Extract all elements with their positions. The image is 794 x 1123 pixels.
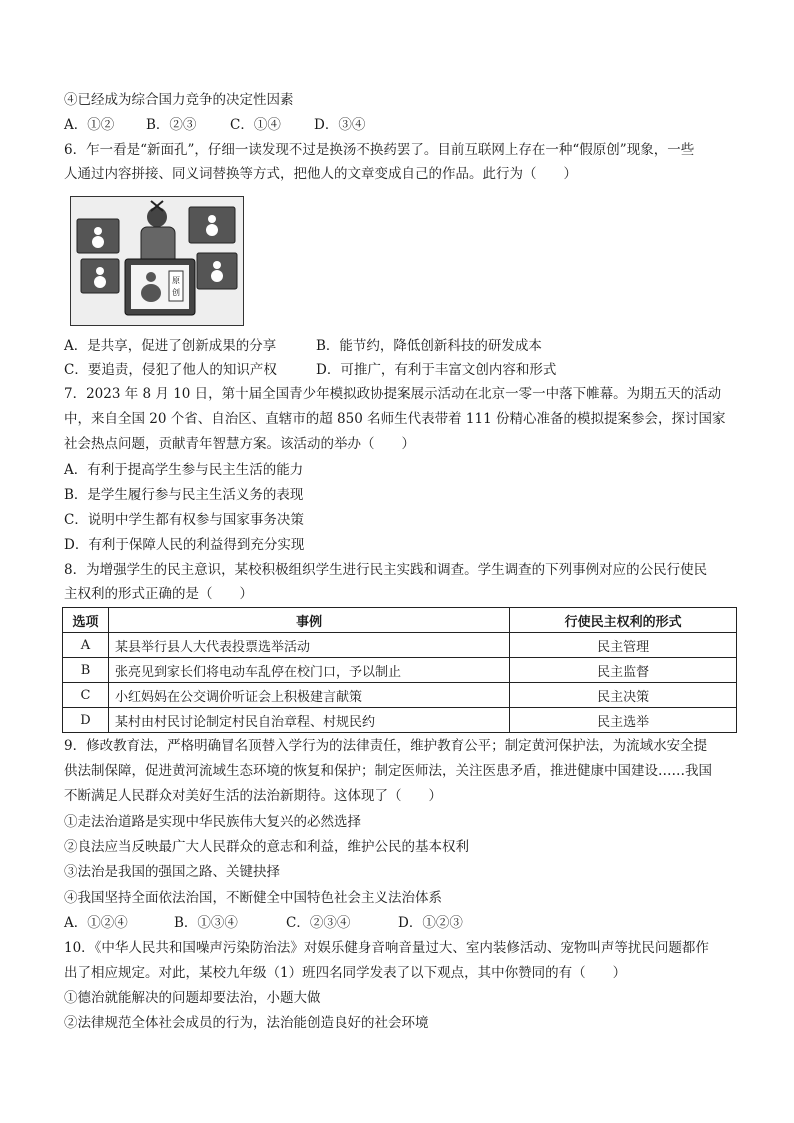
q6-stem-line-2: 人通过内容拼接、同义词替换等方式，把他人的文章变成自己的作品。此行为（ ）: [64, 166, 577, 182]
q7-stem-line-1: 7．2023 年 8 月 10 日，第十届全国青少年模拟政协提案展示活动在北京一零一中落下帷幕。为期五天的活动: [64, 386, 722, 402]
q10-stem-line-1: 10．《中华人民共和国噪声污染防治法》对娱乐健身音响音量过大、室内装修活动、宠物叫声等扰民问题都作: [64, 940, 709, 956]
q5-option-4-statement: ④已经成为综合国力竞争的决定性因素: [64, 92, 294, 108]
q8-stem-line-1: 8．为增强学生的民主意识，某校积极组织学生进行民主实践和调查。学生调查的下列事例对应的公民行使民: [64, 562, 708, 578]
q5-choice-b: B．②③: [146, 117, 197, 133]
q9-choice-d: D．①②③: [398, 915, 463, 931]
q5-choice-d: D．③④: [314, 117, 366, 133]
row-form: 民主决策: [510, 683, 737, 708]
row-example: 某村由村民讨论制定村民自治章程、村规民约: [108, 708, 509, 733]
original-sign-char-2: 创: [172, 288, 180, 297]
q8-examples-table: [62, 607, 737, 733]
q9-statement-3: ③法治是我国的强国之路、关键抉择: [64, 864, 280, 880]
row-option: B: [63, 658, 109, 683]
q5-choice-a: A．①②: [64, 117, 115, 133]
q8-stem-line-2: 主权利的形式正确的是（ ）: [64, 586, 253, 602]
q7-choice-b: B．是学生履行参与民主生活义务的表现: [64, 487, 304, 503]
q6-choice-a: A．是共享，促进了创新成果的分享: [64, 338, 277, 354]
q7-choice-c: C．说明中学生都有权参与国家事务决策: [64, 512, 304, 528]
plagiarism-cartoon-image: [70, 196, 244, 326]
q10-stem-line-2: 出了相应规定。对此，某校九年级（1）班四名同学发表了以下观点，其中你赞同的有（ ）: [64, 965, 627, 981]
header-form: 行使民主权利的形式: [510, 608, 737, 633]
q5-choice-c: C．①④: [230, 117, 281, 133]
row-option: D: [63, 708, 109, 733]
q9-stem-line-1: 9．修改教育法，严格明确冒名顶替入学行为的法律责任，维护教育公平；制定黄河保护法，为流域水安全提: [64, 738, 708, 754]
q7-stem-line-2: 中，来自全国 20 个省、自治区、直辖市的超 850 名师生代表带着 111 份精心准备的模拟提案参会，探讨国家: [64, 411, 726, 427]
q9-statement-4: ④我国坚持全面依法治国，不断健全中国特色社会主义法治体系: [64, 890, 442, 906]
table-row: [63, 633, 737, 658]
q6-choice-c: C．要追责，侵犯了他人的知识产权: [64, 362, 277, 378]
q6-choice-d: D．可推广，有利于丰富文创内容和形式: [316, 362, 557, 378]
row-example: 小红妈妈在公交调价听证会上积极建言献策: [108, 683, 509, 708]
row-option: C: [63, 683, 109, 708]
q9-choice-c: C．②③④: [286, 915, 351, 931]
q9-stem-line-2: 供法制保障，促进黄河流域生态环境的恢复和保护；制定医师法，关注医患矛盾，推进健康中国建设……我国: [64, 763, 712, 779]
original-sign-char-1: 原: [172, 276, 180, 285]
q7-choice-a: A．有利于提高学生参与民主生活的能力: [64, 462, 304, 478]
table-header-row: [63, 608, 737, 633]
q9-answer-options: [64, 913, 463, 933]
q6-options-row-2: [64, 360, 556, 380]
header-option: 选项: [63, 608, 109, 633]
table-row: [63, 658, 737, 683]
q9-statement-1: ①走法治道路是实现中华民族伟大复兴的必然选择: [64, 814, 361, 830]
q5-answer-options: [64, 115, 365, 135]
row-example: 张亮见到家长们将电动车乱停在校门口，予以制止: [108, 658, 509, 683]
q7-stem-line-3: 社会热点问题，贡献青年智慧方案。该活动的举办（ ）: [64, 436, 415, 452]
q9-choice-b: B．①③④: [174, 915, 238, 931]
q9-stem-line-3: 不断满足人民群众对美好生活的法治新期待。这体现了（ ）: [64, 788, 442, 804]
row-form: 民主监督: [510, 658, 737, 683]
q6-stem-line-1: 6．乍一看是“新面孔”，仔细一读发现不过是换汤不换药罢了。目前互联网上存在一种“假原创”现象，一些: [64, 142, 695, 158]
q7-choice-d: D．有利于保障人民的利益得到充分实现: [64, 537, 305, 553]
table-row: [63, 708, 737, 733]
row-option: A: [63, 633, 109, 658]
header-example: 事例: [108, 608, 509, 633]
q9-statement-2: ②良法应当反映最广大人民群众的意志和利益，维护公民的基本权利: [64, 839, 469, 855]
q10-statement-2: ②法律规范全体社会成员的行为，法治能创造良好的社会环境: [64, 1015, 429, 1031]
row-example: 某县举行县人大代表投票选举活动: [108, 633, 509, 658]
table-row: [63, 683, 737, 708]
q6-choice-b: B．能节约，降低创新科技的研发成本: [316, 338, 542, 354]
q10-statement-1: ①德治就能解决的问题却要法治，小题大做: [64, 990, 321, 1006]
row-form: 民主管理: [510, 633, 737, 658]
q6-options-row-1: [64, 336, 542, 356]
row-form: 民主选举: [510, 708, 737, 733]
q9-choice-a: A．①②④: [64, 915, 128, 931]
